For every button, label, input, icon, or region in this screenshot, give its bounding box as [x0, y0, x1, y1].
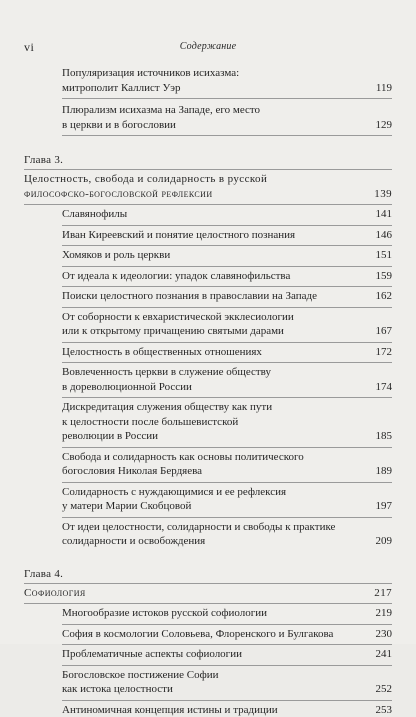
toc-page-number: 129	[376, 118, 393, 133]
divider	[24, 603, 392, 604]
toc-page-number: 139	[374, 187, 392, 202]
divider	[62, 245, 392, 246]
toc-entry: Свобода и солидарность как основы политического богословия Николая Бердяева 189	[24, 450, 392, 479]
toc-entry: Богословское постижение Софии как истока целостности 252	[24, 668, 392, 697]
divider	[24, 169, 392, 170]
divider	[24, 583, 392, 584]
page-number: vi	[24, 40, 34, 55]
chapter-title: Софиология 217	[24, 586, 392, 601]
toc-entry: Проблематичные аспекты софиологии 241	[24, 647, 392, 662]
toc-entry: От идеи целостности, солидарности и свободы к практике солидарности и освобождения 209	[24, 520, 392, 549]
divider	[62, 482, 392, 483]
divider	[62, 447, 392, 448]
running-head	[24, 40, 392, 56]
chapter-label: Глава 3.	[24, 153, 392, 167]
toc-page-number: 141	[376, 207, 393, 222]
toc-page-number: 119	[376, 81, 392, 96]
toc-entry: Солидарность с нуждающимися и ее рефлексия у матери Марии Скобцовой 197	[24, 485, 392, 514]
divider	[24, 204, 392, 205]
toc-page-number: 252	[376, 682, 393, 697]
toc-page-number: 209	[376, 534, 393, 549]
divider	[62, 225, 392, 226]
running-title: Содержание	[24, 41, 392, 52]
divider	[62, 624, 392, 625]
divider	[62, 342, 392, 343]
divider	[62, 362, 392, 363]
toc-page-number: 219	[376, 606, 393, 621]
toc-entry: От соборности к евхаристической экклесиологии или к открытому причащению святыми дарами 167	[24, 310, 392, 339]
toc-page-number: 167	[376, 324, 393, 339]
toc-entry: София в космологии Соловьева, Флоренского и Булгакова 230	[24, 627, 392, 642]
toc-page-number: 174	[376, 380, 393, 395]
toc-entry: Вовлеченность церкви в служение обществу в дореволюционной России 174	[24, 365, 392, 394]
toc-entry: Дискредитация служения обществу как пути к целостности после большевистской революции в России 185	[24, 400, 392, 444]
toc-entry: Хомяков и роль церкви 151	[24, 248, 392, 263]
divider	[62, 397, 392, 398]
toc-entry: Плюрализм исихазма на Западе, его место в церкви и в богословии 129	[24, 103, 392, 132]
toc-entry: Иван Киреевский и понятие целостного познания 146	[24, 228, 392, 243]
toc-page-number: 151	[376, 248, 393, 263]
toc-page-number: 159	[376, 269, 393, 284]
toc-page-number: 162	[376, 289, 393, 304]
toc-entry: Популяризация источников исихазма: митрополит Каллист Уэр 119	[24, 66, 392, 95]
toc-entry: Целостность в общественных отношениях 172	[24, 345, 392, 360]
toc-page-number: 146	[376, 228, 393, 243]
divider	[62, 286, 392, 287]
toc-page-number: 197	[376, 499, 393, 514]
divider	[62, 98, 392, 99]
chapter-label: Глава 4.	[24, 567, 392, 581]
divider	[62, 644, 392, 645]
divider	[62, 665, 392, 666]
toc-page-number: 217	[374, 586, 392, 601]
divider	[62, 517, 392, 518]
toc-page-number: 230	[376, 627, 393, 642]
chapter-title: Целостность, свобода и солидарность в русской философско-богословской рефлексии 139	[24, 172, 392, 201]
toc-page-number: 185	[376, 429, 393, 444]
toc-page-number: 189	[376, 464, 393, 479]
divider	[62, 266, 392, 267]
toc-page-number: 241	[376, 647, 393, 662]
toc-page-number: 253	[376, 703, 393, 717]
table-of-contents	[24, 66, 392, 717]
divider	[62, 700, 392, 701]
divider	[62, 135, 392, 136]
toc-entry: Поиски целостного познания в православии на Западе 162	[24, 289, 392, 304]
toc-entry: Славянофилы 141	[24, 207, 392, 222]
toc-entry: Многообразие истоков русской софиологии 219	[24, 606, 392, 621]
toc-entry: От идеала к идеологии: упадок славянофильства 159	[24, 269, 392, 284]
divider	[62, 307, 392, 308]
toc-page-number: 172	[376, 345, 393, 360]
toc-entry: Антиномичная концепция истины и традиции 253	[24, 703, 392, 717]
